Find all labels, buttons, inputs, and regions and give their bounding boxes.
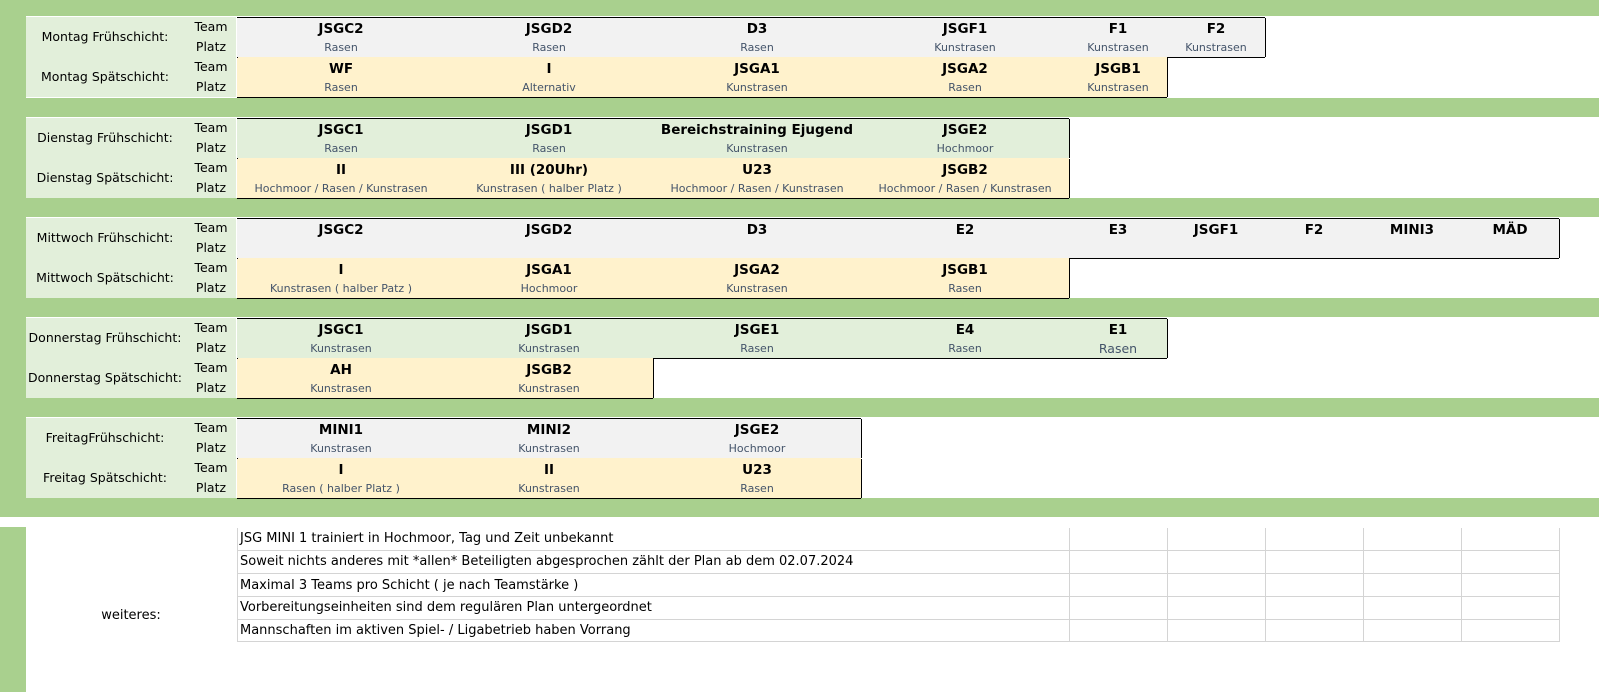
schedule-cell[interactable] xyxy=(237,18,446,57)
platz-name: Kunstrasen xyxy=(934,41,996,54)
left-border-bar xyxy=(0,0,26,515)
platz-name: Rasen xyxy=(948,342,982,355)
note-line: Maximal 3 Teams pro Schicht ( je nach Teamstärke ) xyxy=(240,578,579,593)
schedule-cell[interactable] xyxy=(237,58,446,97)
team-name: D3 xyxy=(746,21,768,37)
platz-name xyxy=(1167,239,1265,259)
early-shift-label: FreitagFrühschicht: xyxy=(45,430,165,445)
notes-gridline xyxy=(1461,528,1462,642)
schedule-cell[interactable] xyxy=(653,459,862,498)
schedule-cell[interactable] xyxy=(653,259,862,298)
platz-name: Hochmoor / Rasen / Kunstrasen xyxy=(254,182,428,195)
early-shift-label: Donnerstag Frühschicht: xyxy=(28,330,182,345)
platz-name: Rasen xyxy=(740,342,774,355)
team-name: JSGC1 xyxy=(318,122,364,138)
team-name: I xyxy=(338,262,344,278)
platz-row-label: Platz xyxy=(195,440,227,455)
platz-name: Kunstrasen ( halber Patz ) xyxy=(270,282,412,295)
platz-name: Kunstrasen xyxy=(518,382,580,395)
platz-row-label: Platz xyxy=(195,39,227,54)
platz-name: Rasen xyxy=(1098,341,1138,356)
schedule-cell[interactable] xyxy=(237,119,446,158)
team-name: JSGA1 xyxy=(526,262,572,278)
team-name: JSGA1 xyxy=(734,61,780,77)
platz-name: Kunstrasen xyxy=(726,142,788,155)
platz-name: Kunstrasen xyxy=(310,342,372,355)
team-row-label: Team xyxy=(194,420,228,435)
platz-name xyxy=(1461,239,1559,259)
schedule-cell[interactable] xyxy=(237,419,446,458)
note-line: Soweit nichts anderes mit *allen* Beteiligten abgesprochen zählt der Plan ab dem 02.07.2024 xyxy=(240,554,854,569)
platz-name: Kunstrasen xyxy=(1087,41,1149,54)
platz-name: Rasen xyxy=(532,142,566,155)
note-line: JSG MINI 1 trainiert in Hochmoor, Tag und Zeit unbekannt xyxy=(240,531,614,546)
platz-row-label: Platz xyxy=(195,380,227,395)
team-name: I xyxy=(546,61,552,77)
platz-name: Kunstrasen xyxy=(726,282,788,295)
team-name: MINI1 xyxy=(318,422,364,438)
team-name: AH xyxy=(330,362,352,378)
platz-name: Rasen xyxy=(948,282,982,295)
platz-name xyxy=(1069,239,1167,259)
early-shift-label: Mittwoch Frühschicht: xyxy=(36,230,174,245)
platz-row-label: Platz xyxy=(195,340,227,355)
schedule-cell[interactable] xyxy=(1461,219,1560,258)
team-name: D3 xyxy=(746,222,768,238)
separator-bar-2 xyxy=(0,198,1599,217)
platz-row-label: Platz xyxy=(195,180,227,195)
platz-name: Hochmoor xyxy=(936,142,994,155)
schedule-cell[interactable] xyxy=(1069,58,1168,97)
team-row-label: Team xyxy=(194,220,228,235)
schedule-cell[interactable] xyxy=(445,459,654,498)
platz-name: Rasen xyxy=(532,41,566,54)
notes-gridline xyxy=(1363,528,1364,642)
platz-row-label: Platz xyxy=(195,480,227,495)
notes-gridline xyxy=(1069,528,1070,642)
schedule-cell[interactable] xyxy=(445,119,654,158)
team-name: JSGD2 xyxy=(525,21,573,37)
schedule-cell[interactable] xyxy=(861,219,1070,258)
platz-name: Hochmoor / Rasen / Kunstrasen xyxy=(670,182,844,195)
team-name: JSGE2 xyxy=(734,422,780,438)
schedule-cell[interactable] xyxy=(237,359,446,398)
platz-name: Rasen xyxy=(324,41,358,54)
team-row-label: Team xyxy=(194,19,228,34)
platz-name xyxy=(237,239,445,259)
platz-row-label: Platz xyxy=(195,280,227,295)
platz-name: Kunstrasen ( halber Platz ) xyxy=(476,182,622,195)
team-name: JSGC1 xyxy=(318,322,364,338)
late-shift-label: Mittwoch Spätschicht: xyxy=(36,270,174,285)
schedule-cell[interactable] xyxy=(1069,319,1168,358)
team-name: F2 xyxy=(1304,222,1324,238)
schedule-cell[interactable] xyxy=(861,58,1070,97)
platz-name: Kunstrasen xyxy=(310,442,372,455)
team-name: JSGB1 xyxy=(1095,61,1141,77)
team-name: JSGE1 xyxy=(734,322,780,338)
schedule-cell[interactable] xyxy=(237,459,446,498)
team-row-label: Team xyxy=(194,460,228,475)
team-name: E4 xyxy=(955,322,975,338)
platz-name xyxy=(861,239,1069,259)
team-name: JSGD2 xyxy=(525,222,573,238)
schedule-cell[interactable] xyxy=(1167,219,1266,258)
note-line: Vorbereitungseinheiten sind dem regulären Plan untergeordnet xyxy=(240,600,652,615)
team-name: III (20Uhr) xyxy=(509,162,589,178)
late-shift-label: Freitag Spätschicht: xyxy=(43,470,167,485)
team-name: JSGC2 xyxy=(318,222,364,238)
notes-gridline xyxy=(1559,528,1560,642)
team-row-label: Team xyxy=(194,260,228,275)
schedule-cell[interactable] xyxy=(861,119,1070,158)
platz-name: Rasen xyxy=(740,482,774,495)
team-name: JSGD1 xyxy=(525,122,573,138)
schedule-cell[interactable] xyxy=(653,119,862,158)
schedule-cell[interactable] xyxy=(861,18,1070,57)
platz-name: Rasen xyxy=(324,142,358,155)
platz-name: Kunstrasen xyxy=(726,81,788,94)
schedule-cell[interactable] xyxy=(445,159,654,198)
separator-bar-5 xyxy=(0,498,1599,517)
platz-name: Rasen xyxy=(740,41,774,54)
team-name: JSGD1 xyxy=(525,322,573,338)
team-name: MINI2 xyxy=(526,422,572,438)
team-name: WF xyxy=(328,61,354,77)
schedule-cell[interactable] xyxy=(861,319,1070,358)
top-separator-bar xyxy=(0,0,1599,16)
team-name: JSGC2 xyxy=(318,21,364,37)
platz-name: Kunstrasen xyxy=(1087,81,1149,94)
platz-name: Kunstrasen xyxy=(310,382,372,395)
schedule-cell[interactable] xyxy=(445,419,654,458)
notes-gridline xyxy=(1265,528,1266,642)
team-name: JSGF1 xyxy=(1193,222,1239,238)
team-name: U23 xyxy=(742,462,772,478)
schedule-cell[interactable] xyxy=(653,18,862,57)
team-row-label: Team xyxy=(194,59,228,74)
early-shift-label: Dienstag Frühschicht: xyxy=(37,130,173,145)
late-shift-label: Montag Spätschicht: xyxy=(41,69,169,84)
platz-row-label: Platz xyxy=(195,79,227,94)
notes-gridline xyxy=(237,573,1559,574)
schedule-cell[interactable] xyxy=(653,159,862,198)
late-shift-label: Donnerstag Spätschicht: xyxy=(27,370,183,385)
team-name: JSGF1 xyxy=(942,21,988,37)
separator-bar-4 xyxy=(0,398,1599,417)
schedule-cell[interactable] xyxy=(237,319,446,358)
separator-bar-3 xyxy=(0,298,1599,317)
platz-name xyxy=(653,239,861,259)
platz-name: Kunstrasen xyxy=(1185,41,1247,54)
platz-name: Rasen xyxy=(324,81,358,94)
platz-name: Rasen xyxy=(948,81,982,94)
team-name: MÄD xyxy=(1492,222,1528,238)
team-name: F1 xyxy=(1108,21,1128,37)
left-border-bar-lower xyxy=(0,527,26,692)
schedule-cell[interactable] xyxy=(653,419,862,458)
team-name: U23 xyxy=(742,162,772,178)
team-name: JSGE2 xyxy=(942,122,988,138)
team-name: JSGB2 xyxy=(526,362,572,378)
platz-name: Hochmoor xyxy=(520,282,578,295)
notes-label: weiteres: xyxy=(101,608,161,623)
schedule-cell[interactable] xyxy=(1069,18,1168,57)
platz-row-label: Platz xyxy=(195,140,227,155)
early-shift-label: Montag Frühschicht: xyxy=(41,29,169,44)
platz-name: Hochmoor xyxy=(728,442,786,455)
platz-row-label: Platz xyxy=(195,240,227,255)
schedule-cell[interactable] xyxy=(237,219,446,258)
schedule-cell[interactable] xyxy=(861,159,1070,198)
platz-name: Rasen ( halber Platz ) xyxy=(282,482,400,495)
team-name: I xyxy=(338,462,344,478)
schedule-cell[interactable] xyxy=(1167,18,1266,57)
schedule-cell[interactable] xyxy=(1069,219,1168,258)
team-row-label: Team xyxy=(194,120,228,135)
separator-bar-1 xyxy=(0,98,1599,117)
schedule-cell[interactable] xyxy=(445,18,654,57)
schedule-cell[interactable] xyxy=(445,319,654,358)
team-name: JSGA2 xyxy=(942,61,988,77)
note-line: Mannschaften im aktiven Spiel- / Ligabetrieb haben Vorrang xyxy=(240,623,631,638)
schedule-cell[interactable] xyxy=(653,319,862,358)
notes-gridline xyxy=(1167,528,1168,642)
schedule-cell[interactable] xyxy=(1265,219,1364,258)
team-name: JSGA2 xyxy=(734,262,780,278)
schedule-cell[interactable] xyxy=(1363,219,1462,258)
team-name: E3 xyxy=(1108,222,1128,238)
team-name: II xyxy=(543,462,555,478)
platz-name: Kunstrasen xyxy=(518,482,580,495)
team-name: MINI3 xyxy=(1389,222,1435,238)
platz-name: Hochmoor / Rasen / Kunstrasen xyxy=(878,182,1052,195)
team-name: II xyxy=(335,162,347,178)
team-name: Bereichstraining Ejugend xyxy=(660,122,854,138)
platz-name xyxy=(1265,239,1363,259)
schedule-cell[interactable] xyxy=(653,219,862,258)
schedule-cell[interactable] xyxy=(445,359,654,398)
team-row-label: Team xyxy=(194,320,228,335)
team-name: F2 xyxy=(1206,21,1226,37)
platz-name: Kunstrasen xyxy=(518,342,580,355)
platz-name xyxy=(445,239,653,259)
late-shift-label: Dienstag Spätschicht: xyxy=(36,170,174,185)
schedule-cell[interactable] xyxy=(445,58,654,97)
schedule-cell[interactable] xyxy=(445,259,654,298)
schedule-cell[interactable] xyxy=(237,159,446,198)
platz-name: Alternativ xyxy=(522,81,576,94)
team-row-label: Team xyxy=(194,160,228,175)
team-name: JSGB2 xyxy=(942,162,988,178)
platz-name xyxy=(1363,239,1461,259)
schedule-cell[interactable] xyxy=(237,259,446,298)
team-name: JSGB1 xyxy=(942,262,988,278)
team-row-label: Team xyxy=(194,360,228,375)
team-name: E1 xyxy=(1108,322,1128,338)
schedule-cell[interactable] xyxy=(653,58,862,97)
schedule-cell[interactable] xyxy=(445,219,654,258)
schedule-cell[interactable] xyxy=(861,259,1070,298)
notes-gridline xyxy=(237,528,238,642)
platz-name: Kunstrasen xyxy=(518,442,580,455)
team-name: E2 xyxy=(955,222,975,238)
